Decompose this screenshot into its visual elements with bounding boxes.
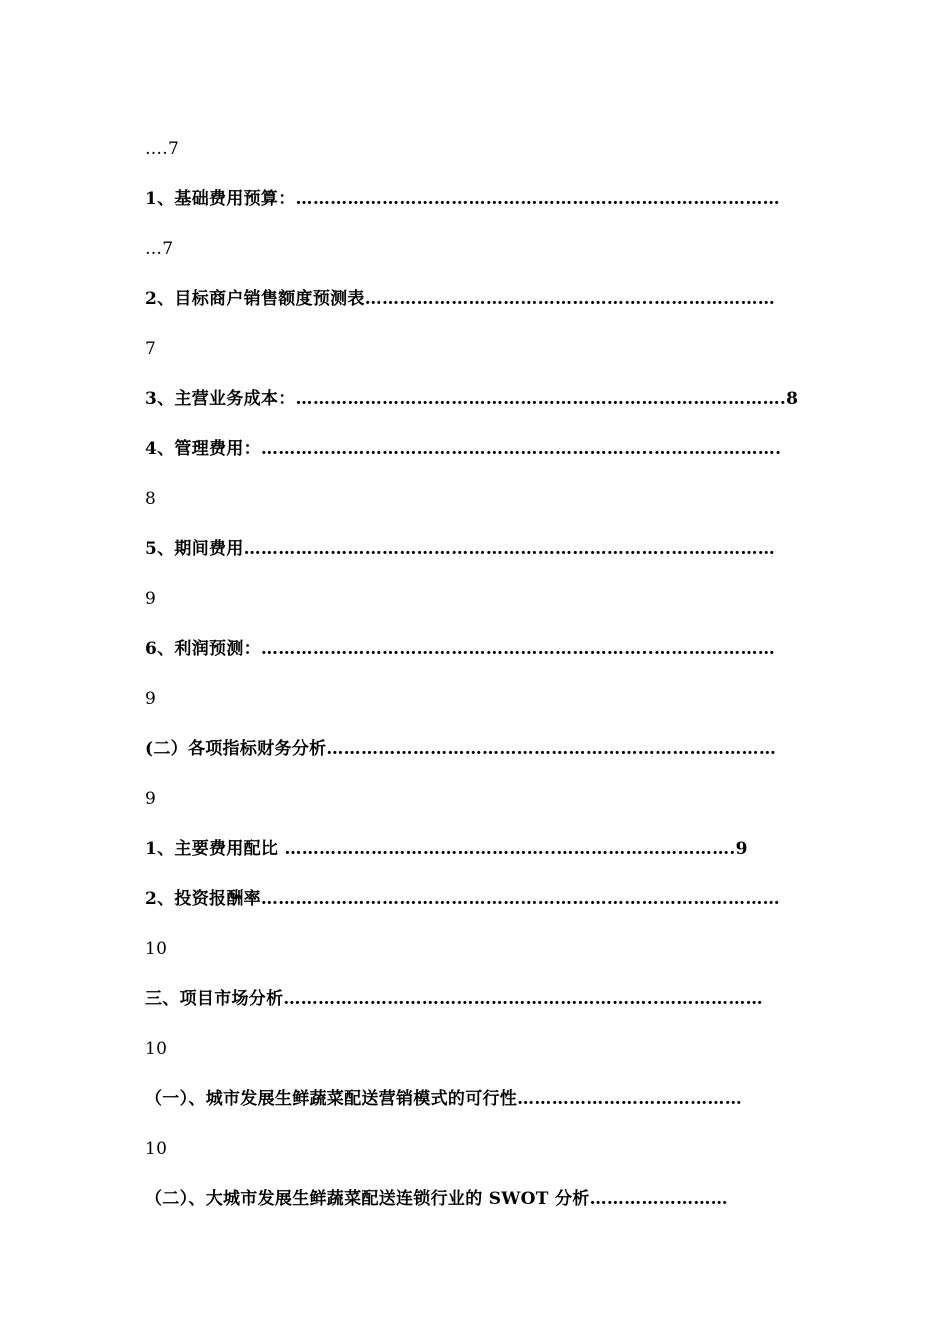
toc-line: 8: [145, 489, 157, 509]
toc-line: 9: [145, 789, 157, 809]
toc-line: 5、期间费用………………………………………………………………..………………: [145, 539, 776, 559]
toc-line: …7: [145, 239, 174, 259]
toc-line: 9: [145, 689, 157, 709]
toc-line: 三、项目市场分析………………………………………………………..………………: [145, 989, 763, 1009]
toc-line: 7: [145, 339, 157, 359]
toc-line: 2、目标商户销售额度预测表…………………………………………..…………………: [145, 289, 776, 309]
toc-line: 10: [145, 1039, 168, 1059]
toc-line: （一）、城市发展生鲜蔬菜配送营销模式的可行性…………………………………: [145, 1089, 742, 1109]
toc-line: (二）各项指标财务分析……………………………………………………………………: [145, 739, 777, 759]
toc-line: 3、主营业务成本：………………………………………………………………………….8: [145, 389, 799, 409]
toc-line: 4、管理费用：…………………………………………………………..………………….: [145, 439, 782, 459]
toc-line: 9: [145, 589, 157, 609]
toc-line: 10: [145, 939, 168, 959]
toc-line: 6、利润预测：…………………………………………………………..…………………: [145, 639, 776, 659]
toc-line: ….7: [145, 139, 180, 159]
toc-line: 2、投资报酬率………………………………………………………………………………: [145, 889, 780, 909]
toc-line: 1、主要费用配比 ………………………………………..………………………….9: [145, 839, 748, 859]
toc-line: 10: [145, 1139, 168, 1159]
toc-line: （二）、大城市发展生鲜蔬菜配送连锁行业的 SWOT 分析……………………: [145, 1189, 728, 1209]
toc-line: 1、基础费用预算：…………………………………………………………………………: [145, 189, 780, 209]
